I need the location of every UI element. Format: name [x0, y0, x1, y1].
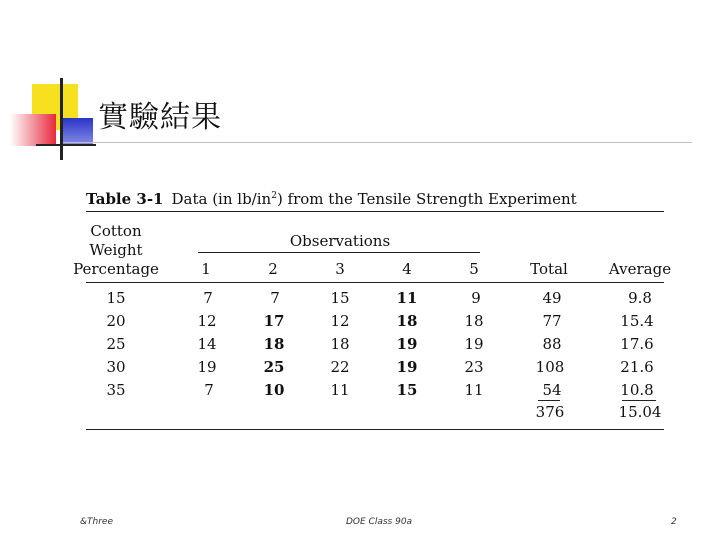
slide-title: 實驗結果	[98, 100, 222, 135]
row-1-average: 9.8	[628, 289, 652, 307]
table-bottom-rule	[86, 429, 664, 430]
row-3-obs-4: 19	[396, 335, 418, 353]
row-5-total: 54	[542, 381, 562, 399]
row-2-obs-5: 18	[464, 312, 484, 330]
header-obs-4: 4	[402, 260, 412, 278]
row-5-pct: 35	[106, 381, 126, 399]
row-5-obs-1: 7	[204, 381, 214, 399]
row-4-obs-4: 19	[396, 358, 418, 376]
header-factor-line-2: Weight	[89, 241, 143, 259]
row-2-pct: 20	[106, 312, 126, 330]
row-2-total: 77	[542, 312, 562, 330]
row-2-obs-4: 18	[396, 312, 418, 330]
header-bottom-rule	[86, 282, 664, 283]
page-number: 2	[671, 517, 677, 527]
decor-red-gradient-block	[10, 114, 56, 146]
footer-center: DOE Class 90a	[346, 517, 413, 527]
row-4-total: 108	[535, 358, 565, 376]
title-underline	[60, 142, 692, 143]
footer-left: &Three	[80, 517, 113, 527]
row-4-obs-2: 25	[263, 358, 285, 376]
row-2-obs-1: 12	[197, 312, 217, 330]
row-3-obs-3: 18	[330, 335, 350, 353]
row-3-average: 17.6	[620, 335, 654, 353]
row-1-obs-4: 11	[396, 289, 418, 307]
grand-total-rule	[538, 400, 560, 401]
row-2-obs-2: 17	[263, 312, 285, 330]
row-5-obs-2: 10	[263, 381, 285, 399]
row-1-pct: 15	[106, 289, 126, 307]
row-1-obs-1: 7	[203, 289, 213, 307]
row-5-average: 10.8	[620, 381, 654, 399]
header-average: Average	[608, 260, 672, 278]
grand-total: 376	[535, 403, 565, 421]
header-obs-1: 1	[201, 260, 211, 278]
row-3-obs-2: 18	[263, 335, 285, 353]
caption-superscript: 2	[271, 191, 277, 201]
row-1-obs-2: 7	[270, 289, 280, 307]
table-caption	[86, 190, 577, 208]
row-3-pct: 25	[106, 335, 126, 353]
caption-text-pre: Data (in lb/in	[171, 190, 272, 208]
row-4-average: 21.6	[620, 358, 654, 376]
grand-average-rule	[622, 400, 656, 401]
row-1-obs-5: 9	[471, 289, 481, 307]
row-5-obs-4: 15	[396, 381, 418, 399]
grand-average: 15.04	[618, 403, 662, 421]
row-5-obs-3: 11	[330, 381, 350, 399]
decor-horizontal-line	[36, 144, 96, 146]
caption-text-post: ) from the Tensile Strength Experiment	[276, 190, 577, 208]
row-3-total: 88	[542, 335, 562, 353]
header-total: Total	[530, 260, 568, 278]
row-4-obs-1: 19	[197, 358, 217, 376]
table-label: Table 3-1	[86, 190, 164, 208]
row-3-obs-1: 14	[197, 335, 217, 353]
row-1-total: 49	[542, 289, 562, 307]
decor-vertical-line	[60, 78, 63, 160]
row-2-average: 15.4	[620, 312, 654, 330]
header-observations: Observations	[289, 232, 391, 250]
row-4-obs-5: 23	[464, 358, 484, 376]
header-factor-line-1: Cotton	[90, 222, 142, 240]
row-3-obs-5: 19	[464, 335, 484, 353]
table-top-rule	[86, 211, 664, 212]
observations-rule	[198, 252, 480, 253]
row-2-obs-3: 12	[330, 312, 350, 330]
header-factor-line-3: Percentage	[73, 260, 159, 278]
header-obs-3: 3	[335, 260, 345, 278]
row-4-pct: 30	[106, 358, 126, 376]
header-obs-5: 5	[469, 260, 479, 278]
row-5-obs-5: 11	[464, 381, 484, 399]
header-factor	[73, 222, 159, 279]
row-1-obs-3: 15	[330, 289, 350, 307]
row-4-obs-3: 22	[330, 358, 350, 376]
header-obs-2: 2	[268, 260, 278, 278]
